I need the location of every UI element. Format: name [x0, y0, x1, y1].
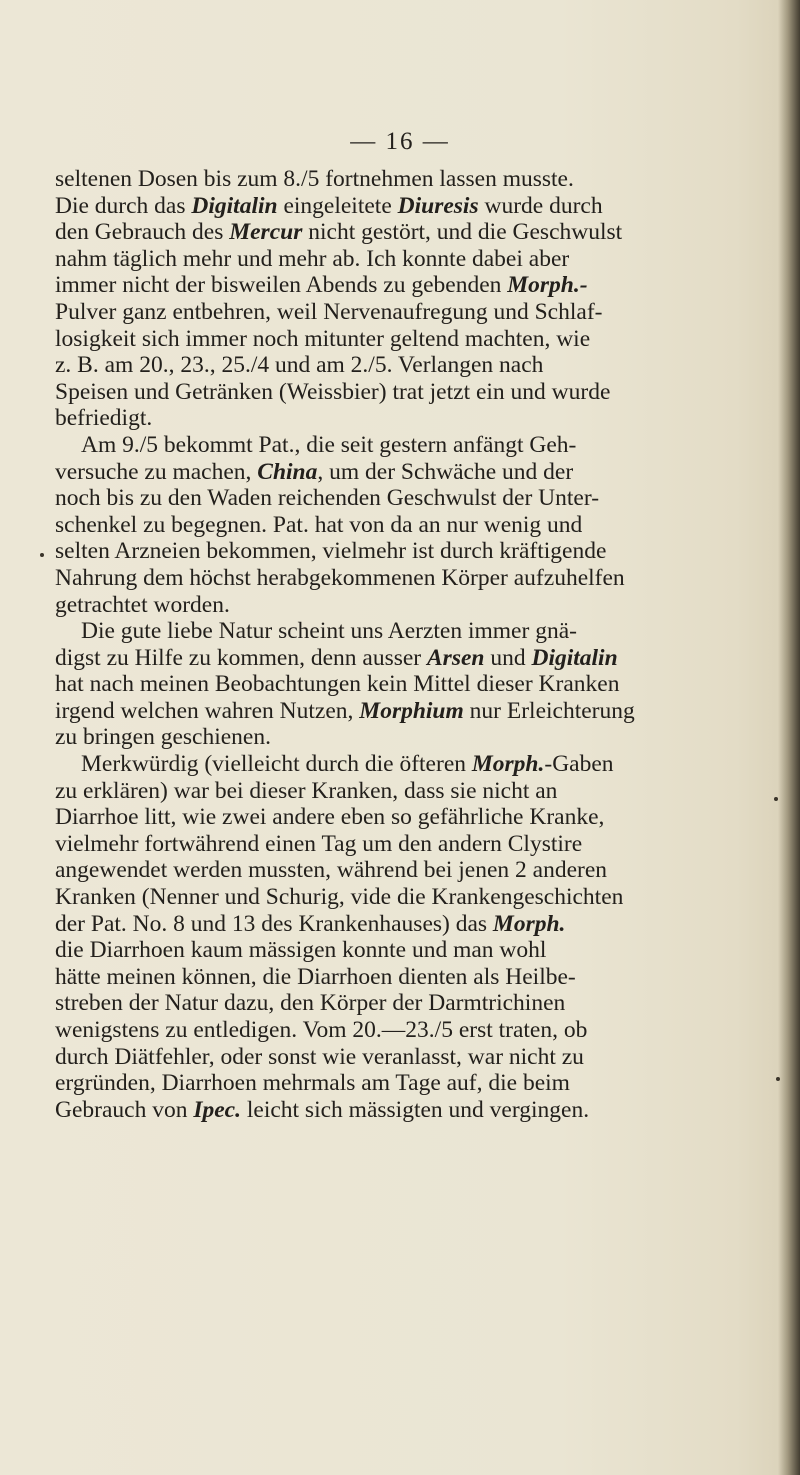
text-line — [55, 645, 775, 672]
text-line — [55, 911, 775, 938]
text-segment: , um der Schwäche und der — [317, 458, 574, 485]
text-line — [55, 485, 775, 512]
text-segment: irgend welchen wahren Nutzen, — [55, 697, 360, 724]
text-line — [55, 778, 775, 805]
text-line — [55, 512, 775, 539]
text-line — [55, 618, 775, 645]
text-segment: durch Diätfehler, oder sonst wie veranlasst, war nicht zu — [55, 1043, 584, 1070]
text-line — [55, 246, 775, 273]
text-segment: getrachtet worden. — [55, 591, 230, 618]
text-line — [55, 193, 775, 220]
emphasized-term: Morph.- — [507, 272, 588, 299]
text-segment: Diarrhoe litt, wie zwei andere eben so gefährliche Kranke, — [55, 804, 605, 831]
text-segment: Gebrauch von — [55, 1096, 194, 1123]
text-segment: selten Arzneien bekommen, vielmehr ist durch kräftigende — [55, 538, 607, 565]
text-line — [55, 1044, 775, 1071]
text-line — [55, 379, 775, 406]
page-number: — 16 — — [350, 128, 450, 155]
text-segment: der Pat. No. 8 und 13 des Krankenhauses) das — [55, 910, 493, 937]
text-line — [55, 272, 775, 299]
text-line — [55, 219, 775, 246]
text-line — [55, 724, 775, 751]
emphasized-term: Ipec. — [193, 1096, 241, 1123]
emphasized-term: Diuresis — [397, 192, 479, 219]
text-segment: Nahrung dem höchst herabgekommenen Körper aufzuhelfen — [55, 564, 625, 591]
text-segment: Am 9./5 bekommt Pat., die seit gestern anfängt Geh- — [81, 431, 577, 458]
text-segment: den Gebrauch des — [55, 219, 230, 246]
emphasized-term: China — [257, 458, 318, 485]
text-line — [55, 592, 775, 619]
text-line — [55, 299, 775, 326]
text-line — [55, 698, 775, 725]
text-segment: Kranken (Nenner und Schurig, vide die Krankengeschichten — [55, 884, 624, 911]
margin-mark — [40, 553, 44, 557]
text-segment: wenigstens zu entledigen. Vom 20.—23./5 erst traten, ob — [55, 1017, 588, 1043]
text-segment: digst zu Hilfe zu kommen, denn ausser — [55, 644, 427, 671]
text-line — [55, 459, 775, 486]
text-segment: schenkel zu begegnen. Pat. hat von da an nur wenig und — [55, 511, 583, 538]
text-line — [55, 804, 775, 831]
text-line — [55, 166, 775, 193]
text-segment: noch bis zu den Waden reichenden Geschwulst der Unter- — [55, 485, 600, 512]
text-segment: vielmehr fortwährend einen Tag um den andern Clystire — [55, 830, 583, 857]
text-line — [55, 565, 775, 592]
text-segment: leicht sich mässigten und vergingen. — [240, 1096, 590, 1123]
text-segment: nahm täglich mehr und mehr ab. Ich konnte dabei aber — [55, 245, 570, 272]
text-line — [55, 671, 775, 698]
emphasized-term: Morphium — [359, 697, 464, 724]
text-segment: zu erklären) war bei dieser Kranken, dass sie nicht an — [55, 777, 558, 804]
text-segment: Die gute liebe Natur scheint uns Aerzten immer gnä- — [81, 618, 577, 645]
emphasized-term: Digitalin — [531, 644, 618, 671]
text-segment: -Gaben — [544, 751, 614, 778]
text-segment: befriedigt. — [55, 405, 153, 432]
text-line — [55, 405, 775, 432]
text-segment: z. B. am 20., 23., 25./4 und am 2./5. Verlangen nach — [55, 352, 544, 379]
text-segment: hätte meinen können, die Diarrhoen dienten als Heilbe- — [55, 963, 576, 990]
text-line — [55, 432, 775, 459]
text-segment: nicht gestört, und die Geschwulst — [302, 219, 623, 246]
text-segment: streben der Natur dazu, den Körper der Darmtrichinen — [55, 990, 566, 1017]
text-segment: versuche zu machen, — [55, 458, 258, 485]
text-segment: und — [484, 644, 532, 671]
body-text — [55, 166, 775, 1123]
emphasized-term: Morph. — [471, 751, 545, 778]
text-segment: hat nach meinen Beobachtungen kein Mittel dieser Kranken — [55, 671, 620, 698]
text-segment: die Diarrhoen kaum mässigen konnte und man wohl — [55, 937, 547, 964]
emphasized-term: Digitalin — [191, 192, 278, 219]
text-line — [55, 884, 775, 911]
text-segment: Die durch das — [55, 192, 192, 219]
text-segment: Speisen und Getränken (Weissbier) trat jetzt ein und wurde — [55, 378, 611, 405]
text-segment: nur Erleichterung — [463, 697, 635, 724]
text-segment: losigkeit sich immer noch mitunter geltend machten, wie — [55, 325, 591, 352]
text-line — [55, 538, 775, 565]
text-segment: ergründen, Diarrhoen mehrmals am Tage auf, die beim — [55, 1070, 570, 1097]
text-segment: immer nicht der bisweilen Abends zu gebenden — [55, 272, 508, 299]
text-line — [55, 1017, 775, 1044]
text-segment: zu bringen geschienen. — [55, 724, 271, 751]
text-line — [55, 352, 775, 379]
text-segment: angewendet werden mussten, während bei jenen 2 anderen — [55, 857, 608, 884]
text-line — [55, 1097, 775, 1124]
text-segment: seltenen Dosen bis zum 8./5 fortnehmen lassen musste. — [55, 166, 574, 192]
page-gutter-shadow — [778, 0, 800, 1475]
emphasized-term: Mercur — [229, 219, 303, 246]
emphasized-term: Morph. — [492, 910, 566, 937]
text-line — [55, 326, 775, 353]
text-line — [55, 857, 775, 884]
text-line — [55, 937, 775, 964]
text-segment: eingeleitete — [277, 192, 398, 219]
text-segment: wurde durch — [478, 192, 603, 219]
text-line — [55, 831, 775, 858]
text-line — [55, 990, 775, 1017]
text-segment: Pulver ganz entbehren, weil Nervenaufregung und Schlaf- — [55, 298, 603, 325]
text-segment: Merkwürdig (vielleicht durch die öfteren — [81, 751, 472, 778]
emphasized-term: Arsen — [427, 644, 485, 671]
text-line — [55, 964, 775, 991]
text-line — [55, 1070, 775, 1097]
text-line — [55, 751, 775, 778]
